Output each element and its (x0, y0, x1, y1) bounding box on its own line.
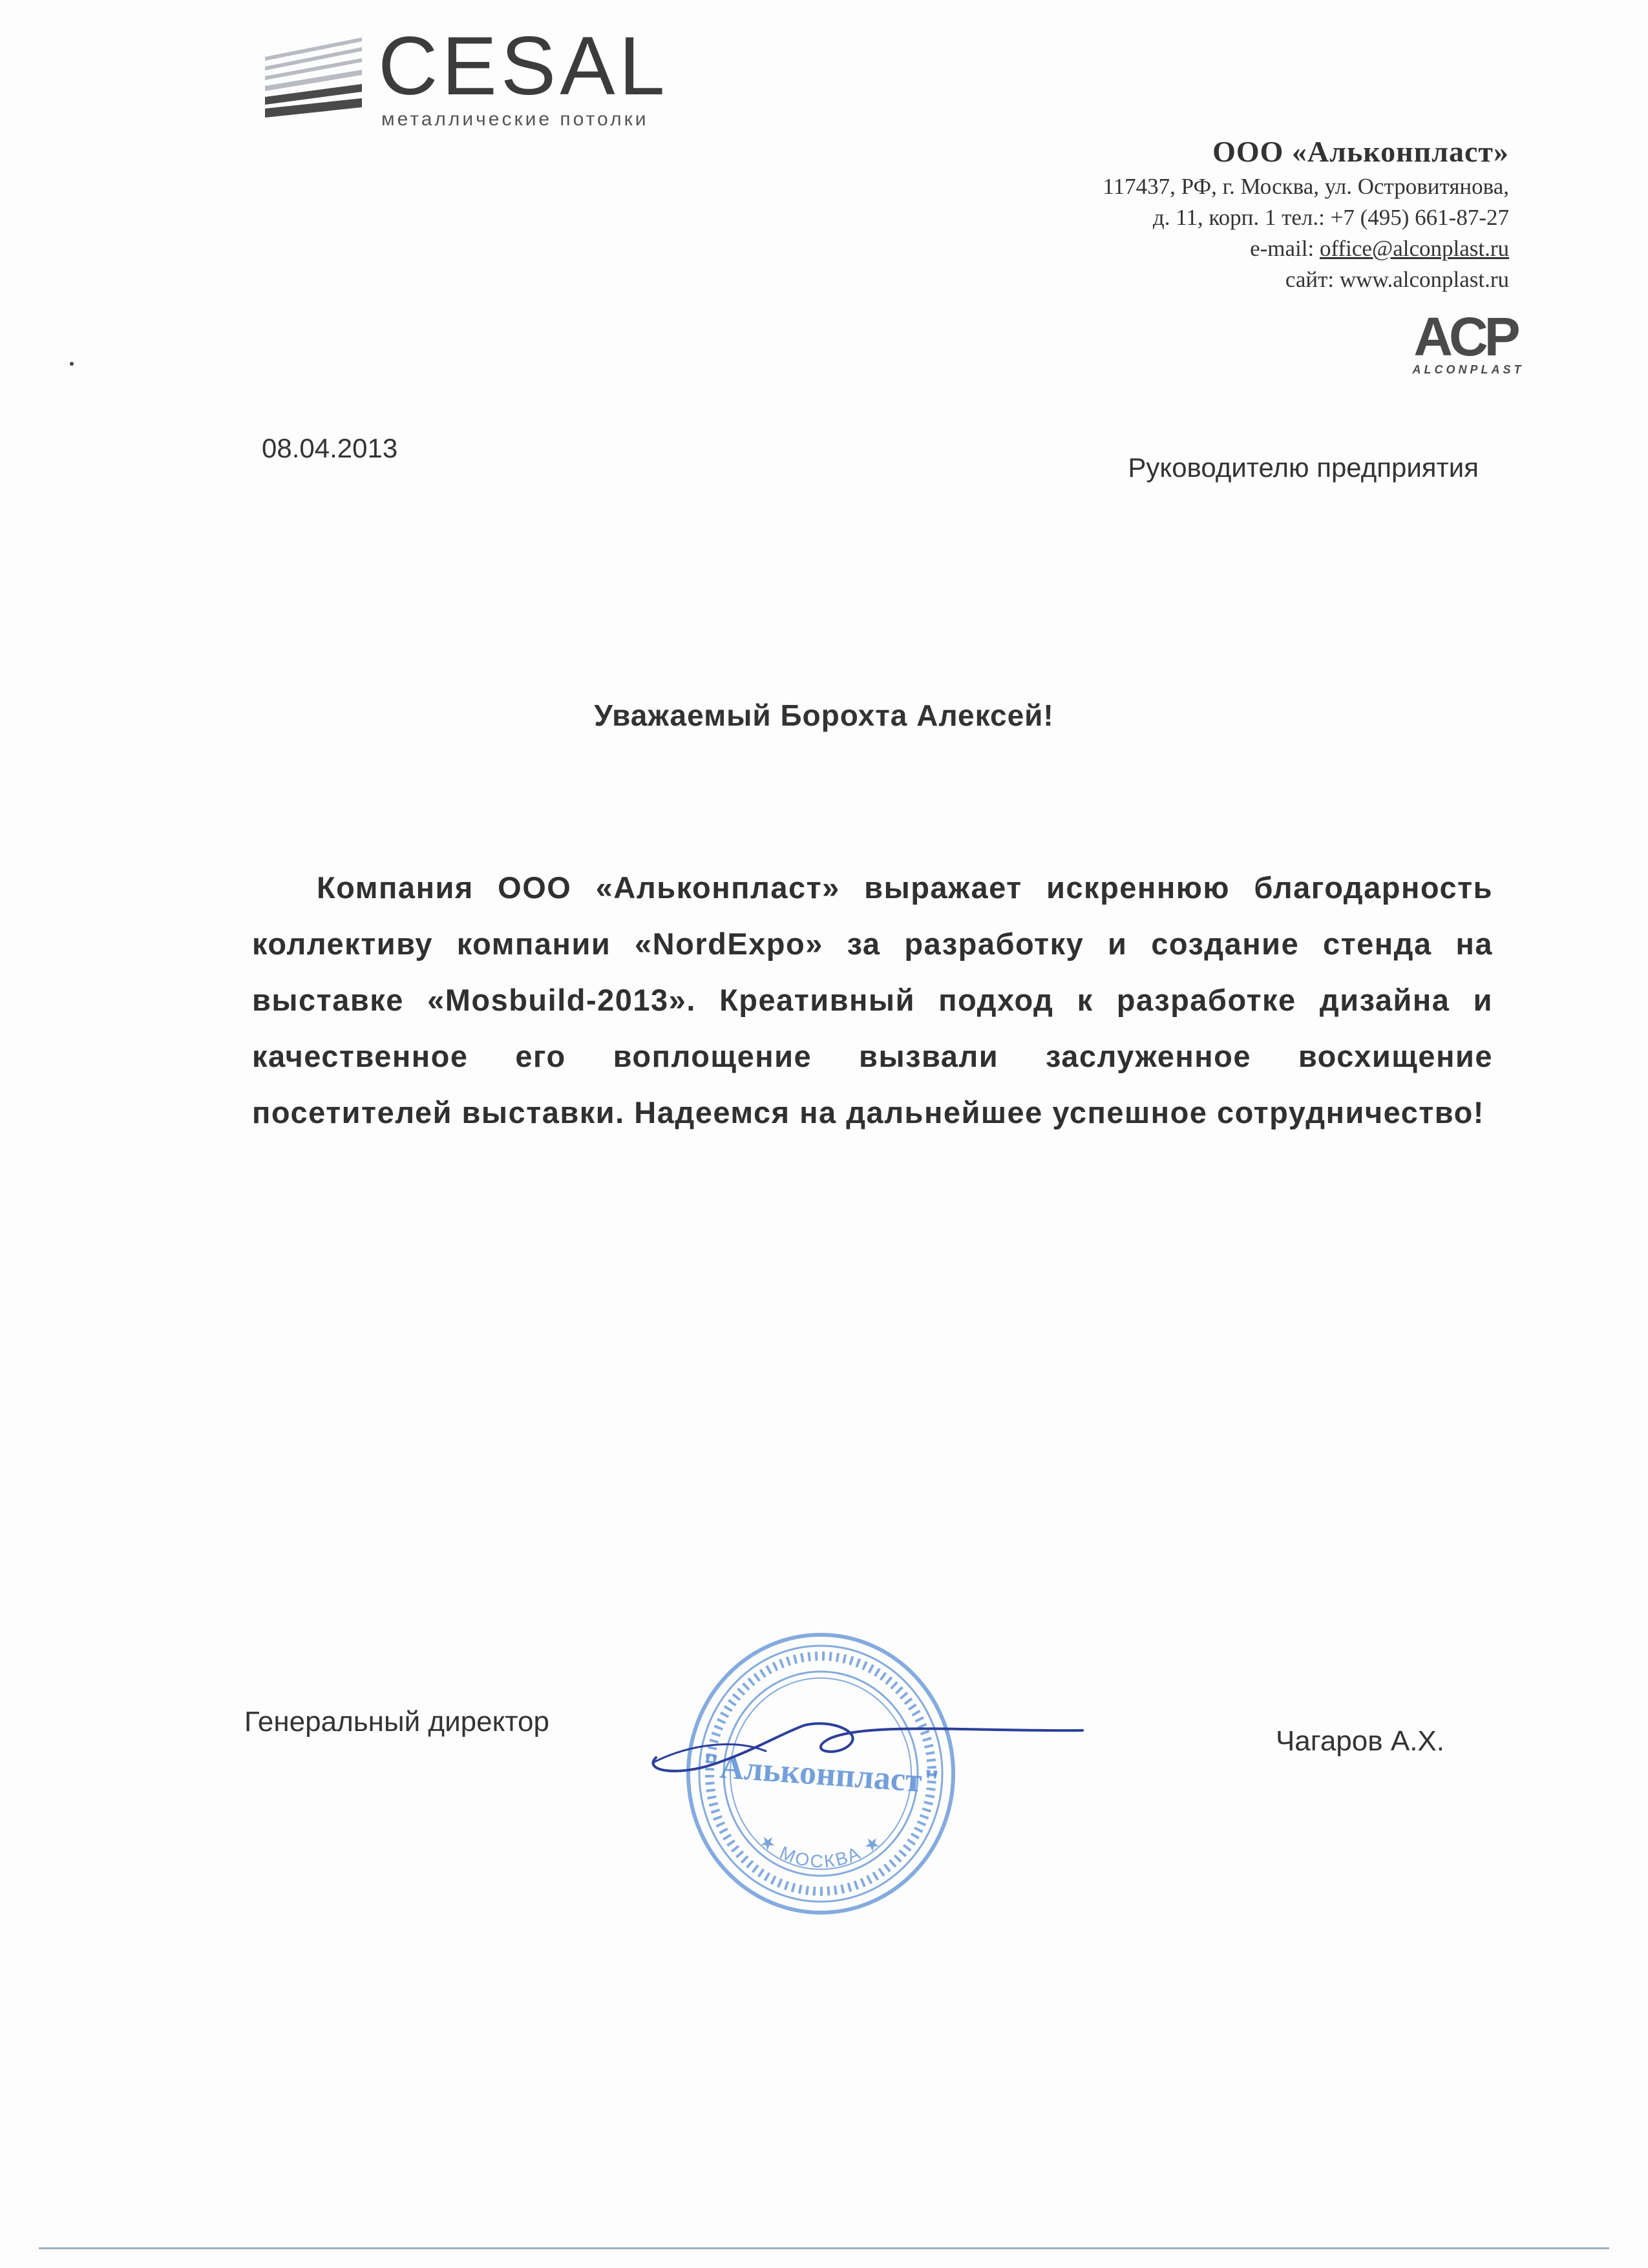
signatory-position: Генеральный директор (244, 1706, 549, 1738)
email-link[interactable]: office@alconplast.ru (1319, 236, 1509, 261)
signature (637, 1706, 1089, 1790)
cesal-tagline: металлические потолки (381, 109, 649, 130)
company-info (1103, 132, 1509, 295)
cesal-brand: CESAL (378, 20, 669, 112)
cesal-stripes-icon (265, 37, 362, 121)
site-label: сайт: (1285, 267, 1335, 292)
company-address-line2: д. 11, корп. 1 тел.: +7 (495) 661-87-27 (1152, 205, 1509, 230)
scan-speck (70, 362, 74, 366)
cesal-logo (265, 18, 717, 130)
company-name: ООО «Альконпласт» (1212, 135, 1509, 168)
email-label: e-mail: (1250, 236, 1315, 261)
acp-subtitle: ALCONPLAST (1412, 363, 1525, 376)
company-email-line (1103, 233, 1509, 264)
greeting: Уважаемый Борохта Алексей! (594, 698, 1054, 732)
acp-logo (1397, 309, 1533, 380)
site-link[interactable]: www.alconplast.ru (1339, 267, 1509, 292)
page-bottom-edge (39, 2247, 1609, 2249)
stamp-bottom-text: ★ МОСКВА ★ (755, 1829, 887, 1872)
signatory-name: Чагаров А.Х. (1275, 1725, 1444, 1757)
company-site-line (1103, 264, 1509, 295)
stamp-center-text: "Альконпласт" (700, 1747, 942, 1801)
letter-body: Компания ООО «Альконпласт» выражает искреннюю благодарность коллективу компании «NordExpo» за разработку и создание стенда на выставке «Mosbuild-2013». Креативный подход к разработке дизайна и качественное его воплощение вызвали заслуженное восхищение посетителей выставки. Надеемся на дальнейшее успешное сотрудничество! (252, 870, 1493, 1129)
company-address-line1: 117437, РФ, г. Москва, ул. Островитянова, (1103, 174, 1509, 199)
svg-text:★ МОСКВА ★ (755, 1830, 886, 1871)
addressee: Руководителю предприятия (1128, 452, 1479, 483)
acp-mark: ACP (1413, 309, 1517, 367)
letter-date: 08.04.2013 (262, 433, 398, 463)
